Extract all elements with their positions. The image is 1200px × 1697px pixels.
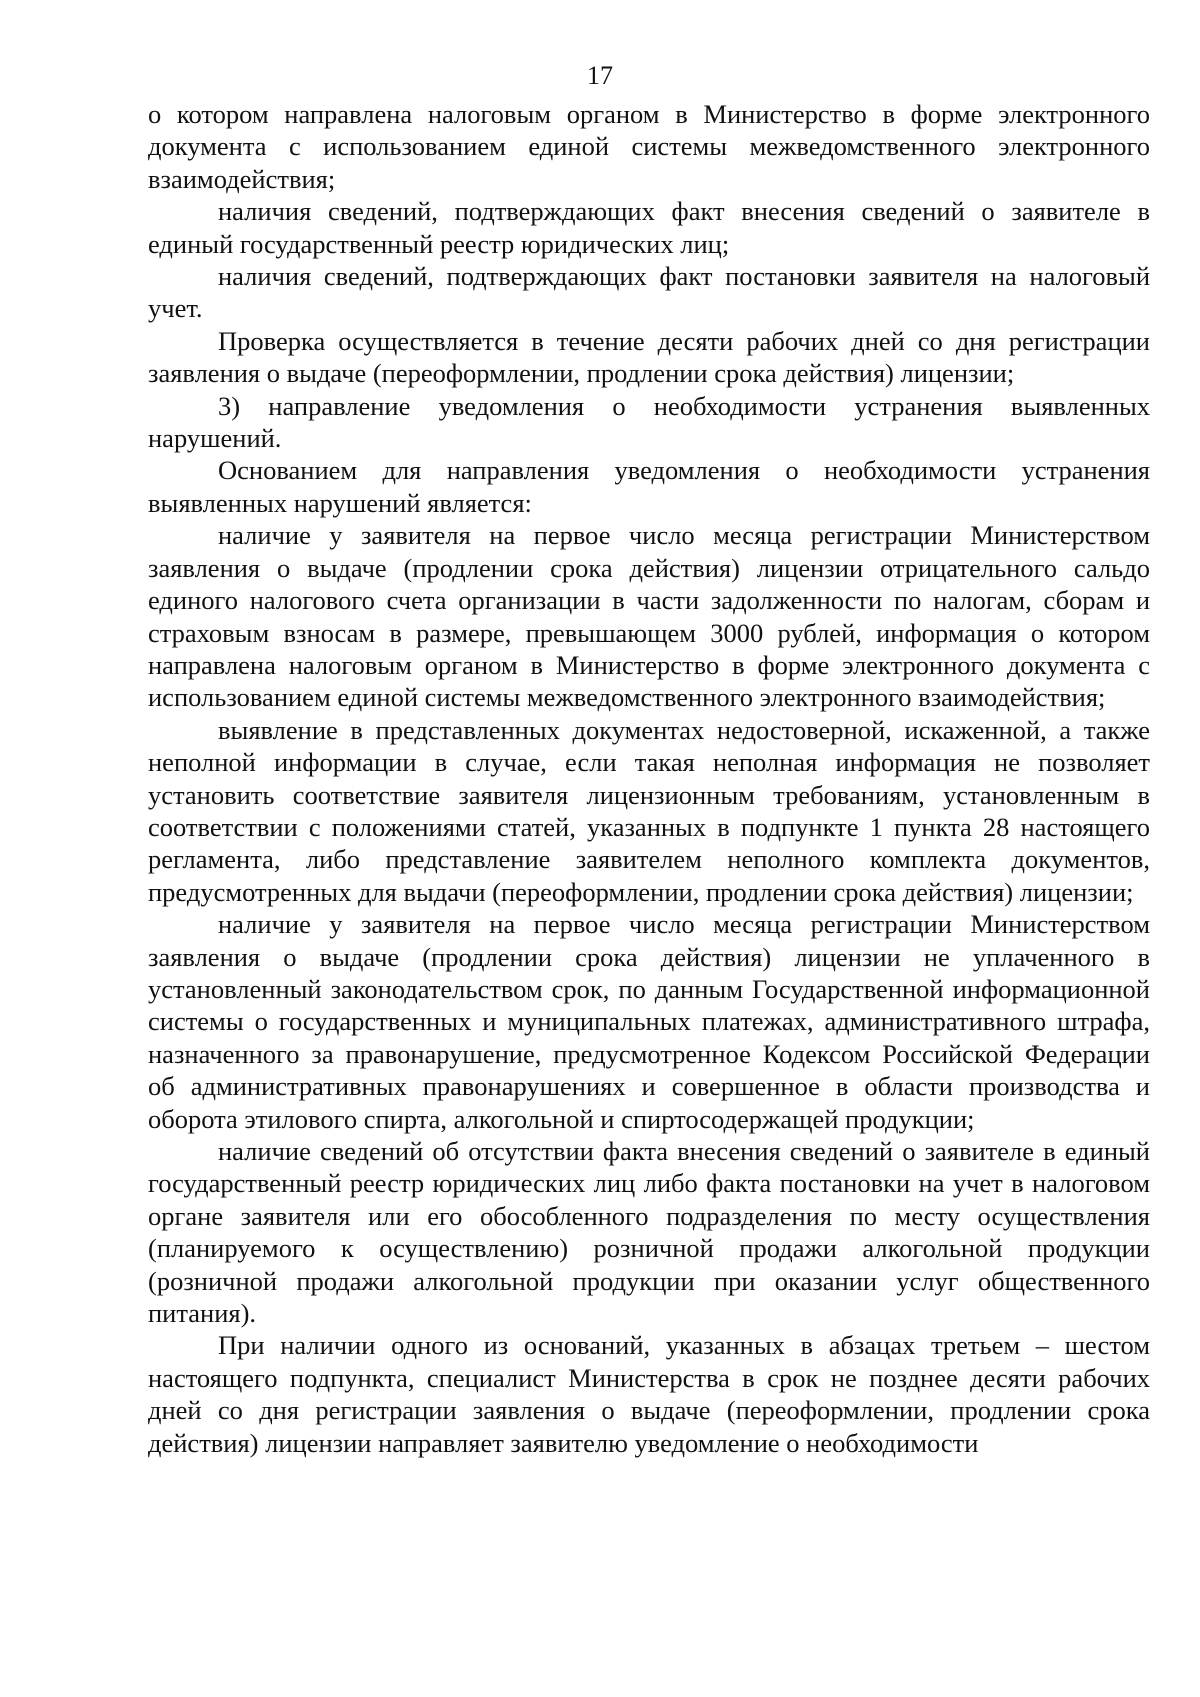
page-number: 17 (587, 61, 613, 90)
paragraph: 3) направление уведомления о необходимости устранения выявленных нарушений. (148, 390, 1150, 454)
paragraph: выявление в представленных документах недостоверной, искаженной, а также неполной информации в случае, если такая неполная информация не позволяет установить соответствие заявителя лицензионным требованиям, установленным в соответствии с положениями статей, указанных в подпункте 1 пункта 28 настоящего регламента, либо представление заявителем неполного комплекта документов, предусмотренных для выдачи (переоформлении, продлении срока действия) лицензии; (148, 714, 1150, 907)
paragraph: наличие у заявителя на первое число месяца регистрации Министерством заявления о выдаче (продлении срока действия) лицензии отрицательного сальдо единого налогового счета организации в части задолженности по налогам, сборам и страховым взносам в размере, превышающем 3000 рублей, информация о котором направлена налоговым органом в Министерство в форме электронного документа с использованием единой системы межведомственного электронного взаимодействия; (148, 520, 1150, 713)
paragraph: наличие сведений об отсутствии факта внесения сведений о заявителе в единый государственный реестр юридических лиц либо факта постановки на учет в налоговом органе заявителя или его обособленного подразделения по месту осуществления (планируемого к осуществлению) розничной продажи алкогольной продукции (розничной продажи алкогольной продукции при оказании услуг общественного питания). (148, 1136, 1150, 1329)
paragraph: наличие у заявителя на первое число месяца регистрации Министерством заявления о выдаче (продлении срока действия) лицензии не уплаченного в установленный законодательством срок, по данным Государственной информационной системы о государственных и муниципальных платежах, административного штрафа, назначенного за правонарушение, предусмотренное Кодексом Российской Федерации об административных правонарушениях и совершенное в области производства и оборота этилового спирта, алкогольной и спиртосодержащей продукции; (148, 909, 1150, 1134)
paragraph: наличия сведений, подтверждающих факт постановки заявителя на налоговый учет. (148, 261, 1150, 324)
paragraph: наличия сведений, подтверждающих факт внесения сведений о заявителе в единый государственный реестр юридических лиц; (148, 196, 1150, 259)
paragraph: Основанием для направления уведомления о необходимости устранения выявленных нарушений является: (148, 455, 1150, 518)
paragraph-continuation: о котором направлена налоговым органом в Министерство в форме электронного документа с использованием единой системы межведомственного электронного взаимодействия; (148, 99, 1150, 194)
paragraph: Проверка осуществляется в течение десяти рабочих дней со дня регистрации заявления о выдаче (переоформлении, продлении срока действия) лицензии; (148, 325, 1150, 389)
paragraph-last: При наличии одного из оснований, указанных в абзацах третьем – шестом настоящего подпункта, специалист Министерства в срок не позднее десяти рабочих дней со дня регистрации заявления о выдаче (переоформлении, продлении срока действия) лицензии направляет заявителю уведомление о необходимости (148, 1330, 1150, 1458)
document-body (148, 98, 1150, 1459)
